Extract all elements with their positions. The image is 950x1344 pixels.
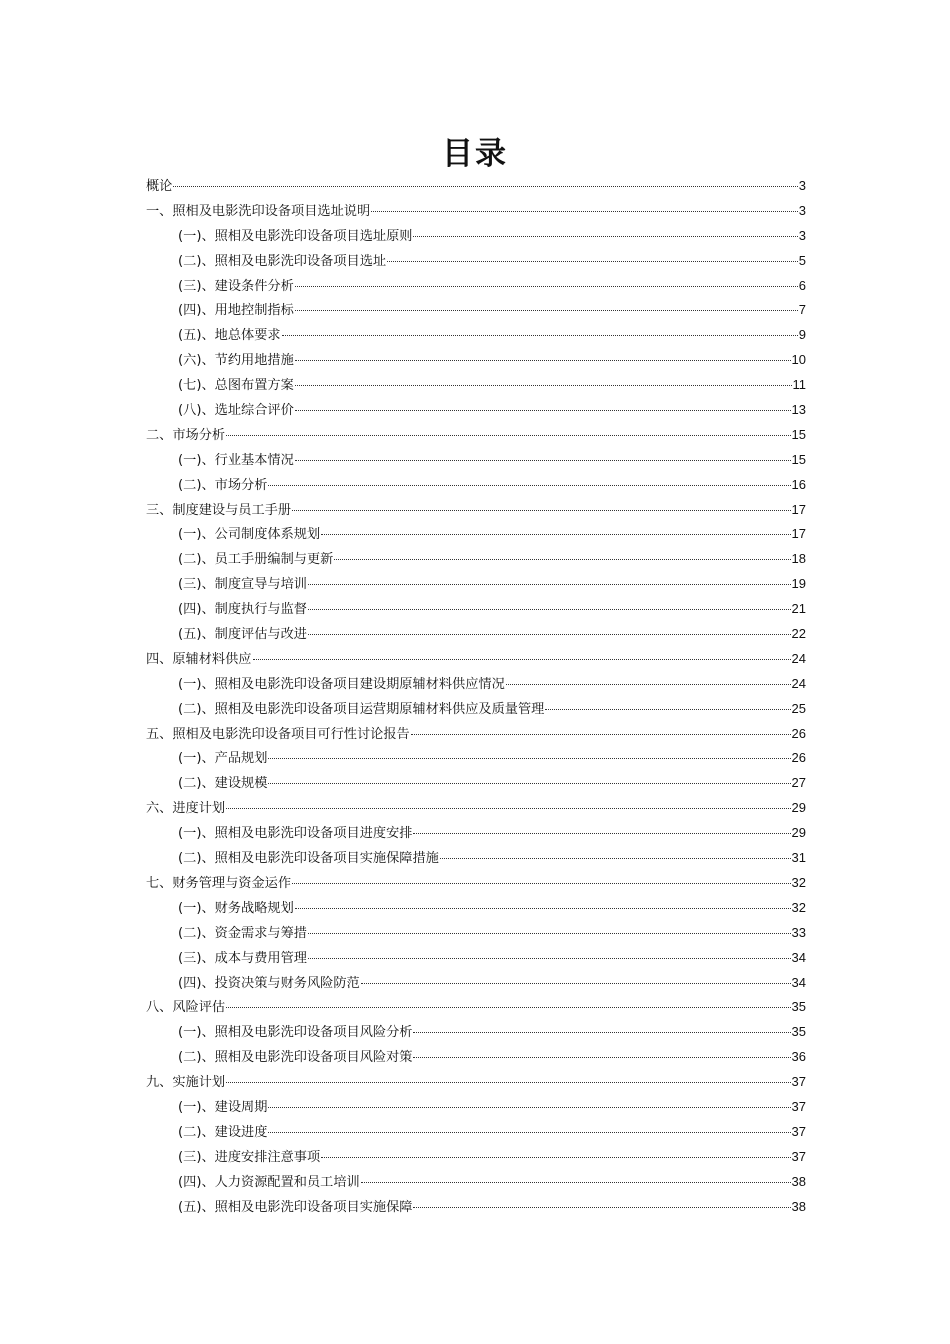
toc-entry-label: (二)、建设规模 bbox=[178, 776, 268, 792]
toc-entry[interactable] bbox=[146, 199, 806, 224]
dot-leader bbox=[226, 808, 790, 809]
toc-entry[interactable] bbox=[146, 871, 806, 896]
toc-entry-page-number: 3 bbox=[798, 178, 806, 193]
toc-entry[interactable] bbox=[146, 1145, 806, 1170]
toc-entry-page-number: 24 bbox=[791, 650, 806, 666]
toc-entry[interactable] bbox=[146, 946, 806, 971]
toc-entry-label: (二)、建设进度 bbox=[178, 1124, 268, 1140]
toc-entry-page-number: 7 bbox=[798, 302, 806, 318]
toc-entry[interactable] bbox=[146, 821, 806, 846]
toc-entry-label: (二)、资金需求与筹措 bbox=[178, 925, 307, 941]
toc-entry-page-number: 35 bbox=[791, 1024, 806, 1040]
toc-entry[interactable] bbox=[146, 1070, 806, 1095]
toc-entry-label: (三)、进度安排注意事项 bbox=[178, 1149, 321, 1165]
toc-entry-label: 概论 bbox=[146, 179, 173, 194]
toc-entry[interactable] bbox=[146, 697, 806, 722]
dot-leader bbox=[308, 609, 791, 610]
dot-leader bbox=[361, 1182, 791, 1183]
dot-leader bbox=[226, 1007, 790, 1008]
toc-entry-label: (一)、照相及电影洗印设备项目建设期原辅材料供应情况 bbox=[178, 676, 505, 692]
toc-entry-page-number: 32 bbox=[791, 899, 806, 915]
toc-entry-label: 七、财务管理与资金运作 bbox=[146, 875, 292, 891]
toc-entry[interactable] bbox=[146, 473, 806, 498]
dot-leader bbox=[292, 510, 790, 511]
dot-leader bbox=[268, 1107, 790, 1108]
toc-entry-page-number: 35 bbox=[791, 999, 806, 1015]
toc-entry-label: (四)、用地控制指标 bbox=[178, 303, 294, 319]
dot-leader bbox=[334, 559, 790, 560]
toc-entry-label: 九、实施计划 bbox=[146, 1075, 226, 1091]
toc-entry-label: (四)、人力资源配置和员工培训 bbox=[178, 1174, 360, 1190]
toc-entry-page-number: 9 bbox=[798, 327, 806, 343]
toc-entry-page-number: 37 bbox=[791, 1074, 806, 1090]
dot-leader bbox=[321, 534, 790, 535]
toc-entry-label: (一)、产品规划 bbox=[178, 751, 268, 767]
toc-entry-page-number: 37 bbox=[791, 1098, 806, 1114]
toc-entry-label: (二)、市场分析 bbox=[178, 477, 268, 493]
toc-entry[interactable] bbox=[146, 771, 806, 796]
toc-entry-label: (一)、公司制度体系规划 bbox=[178, 527, 321, 543]
toc-entry-label: (三)、建设条件分析 bbox=[178, 278, 294, 294]
toc-entry-page-number: 18 bbox=[791, 551, 806, 567]
toc-entry-label: (五)、制度评估与改进 bbox=[178, 627, 307, 643]
toc-entry-page-number: 38 bbox=[791, 1198, 806, 1214]
toc-entry-label: (一)、财务战略规划 bbox=[178, 900, 294, 916]
toc-entry-label: 五、照相及电影洗印设备项目可行性讨论报告 bbox=[146, 726, 410, 742]
toc-entry[interactable] bbox=[146, 1170, 806, 1195]
toc-entry-label: (一)、照相及电影洗印设备项目风险分析 bbox=[178, 1025, 413, 1041]
dot-leader bbox=[295, 410, 791, 411]
toc-entry-label: (六)、节约用地措施 bbox=[178, 353, 294, 369]
toc-entry-label: 二、市场分析 bbox=[146, 427, 226, 443]
toc-entry[interactable] bbox=[146, 995, 806, 1020]
toc-entry-page-number: 11 bbox=[792, 377, 806, 393]
toc-entry-page-number: 13 bbox=[791, 402, 806, 418]
toc-entry[interactable] bbox=[146, 398, 806, 423]
toc-entry[interactable] bbox=[146, 921, 806, 946]
toc-entry-page-number: 34 bbox=[791, 974, 806, 990]
toc-entry-page-number: 37 bbox=[791, 1148, 806, 1164]
toc-entry-label: (一)、照相及电影洗印设备项目进度安排 bbox=[178, 826, 413, 842]
toc-entry-page-number: 26 bbox=[791, 725, 806, 741]
toc-entry[interactable] bbox=[146, 796, 806, 821]
toc-entry[interactable] bbox=[146, 373, 806, 398]
toc-entry-label: (二)、照相及电影洗印设备项目实施保障措施 bbox=[178, 851, 439, 867]
toc-entry-page-number: 38 bbox=[791, 1173, 806, 1189]
toc-entry-page-number: 29 bbox=[791, 800, 806, 816]
table-of-contents bbox=[146, 174, 806, 1219]
toc-entry-label: (二)、照相及电影洗印设备项目选址 bbox=[178, 253, 387, 269]
dot-leader bbox=[413, 1032, 790, 1033]
dot-leader bbox=[411, 734, 791, 735]
toc-entry-page-number: 22 bbox=[791, 626, 806, 642]
toc-entry-label: 八、风险评估 bbox=[146, 1000, 226, 1016]
toc-entry-label: 三、制度建设与员工手册 bbox=[146, 502, 292, 518]
toc-entry-page-number: 27 bbox=[791, 775, 806, 791]
toc-entry-page-number: 33 bbox=[791, 924, 806, 940]
toc-entry[interactable] bbox=[146, 323, 806, 348]
toc-entry-page-number: 15 bbox=[791, 426, 806, 442]
toc-entry-page-number: 15 bbox=[791, 451, 806, 467]
dot-leader bbox=[295, 460, 791, 461]
dot-leader bbox=[308, 634, 791, 635]
dot-leader bbox=[292, 883, 790, 884]
dot-leader bbox=[506, 684, 791, 685]
toc-entry-label: (一)、照相及电影洗印设备项目选址原则 bbox=[178, 228, 413, 244]
dot-leader bbox=[321, 1157, 790, 1158]
toc-entry-label: 四、原辅材料供应 bbox=[146, 651, 252, 667]
toc-entry-page-number: 19 bbox=[791, 576, 806, 592]
toc-entry-page-number: 10 bbox=[791, 352, 806, 368]
toc-entry[interactable] bbox=[146, 348, 806, 373]
toc-entry[interactable] bbox=[146, 1045, 806, 1070]
toc-entry-label: (四)、投资决策与财务风险防范 bbox=[178, 975, 360, 991]
toc-entry[interactable] bbox=[146, 846, 806, 871]
toc-entry[interactable] bbox=[146, 896, 806, 921]
toc-entry-label: (七)、总图布置方案 bbox=[178, 378, 294, 394]
toc-entry[interactable] bbox=[146, 1095, 806, 1120]
dot-leader bbox=[371, 211, 798, 212]
dot-leader bbox=[361, 983, 791, 984]
toc-entry-page-number: 17 bbox=[791, 501, 806, 517]
toc-entry-page-number: 16 bbox=[791, 476, 806, 492]
toc-entry-label: (三)、制度宣导与培训 bbox=[178, 577, 307, 593]
dot-leader bbox=[308, 933, 791, 934]
toc-entry[interactable] bbox=[146, 572, 806, 597]
toc-entry-label: (五)、照相及电影洗印设备项目实施保障 bbox=[178, 1199, 413, 1215]
toc-entry-page-number: 37 bbox=[791, 1123, 806, 1139]
toc-entry[interactable] bbox=[146, 746, 806, 771]
toc-entry[interactable] bbox=[146, 1195, 806, 1220]
toc-entry-page-number: 17 bbox=[791, 526, 806, 542]
toc-entry[interactable] bbox=[146, 274, 806, 299]
toc-entry-page-number: 5 bbox=[798, 252, 806, 268]
toc-entry-page-number: 6 bbox=[798, 277, 806, 293]
dot-leader bbox=[226, 1082, 790, 1083]
dot-leader bbox=[440, 858, 791, 859]
dot-leader bbox=[226, 435, 790, 436]
toc-entry-page-number: 24 bbox=[791, 675, 806, 691]
dot-leader bbox=[295, 908, 791, 909]
toc-entry[interactable] bbox=[146, 597, 806, 622]
dot-leader bbox=[413, 833, 790, 834]
dot-leader bbox=[308, 584, 791, 585]
dot-leader bbox=[413, 236, 797, 237]
toc-entry-page-number: 36 bbox=[791, 1049, 806, 1065]
toc-entry-page-number: 32 bbox=[791, 874, 806, 890]
toc-entry[interactable] bbox=[146, 647, 806, 672]
toc-entry[interactable] bbox=[146, 722, 806, 747]
toc-entry-page-number: 34 bbox=[791, 949, 806, 965]
toc-entry-label: (一)、建设周期 bbox=[178, 1099, 268, 1115]
toc-entry[interactable] bbox=[146, 224, 806, 249]
dot-leader bbox=[308, 958, 791, 959]
dot-leader bbox=[268, 1132, 790, 1133]
dot-leader bbox=[268, 783, 790, 784]
dot-leader bbox=[295, 310, 798, 311]
toc-entry-label: 一、照相及电影洗印设备项目选址说明 bbox=[146, 203, 371, 219]
dot-leader bbox=[173, 186, 797, 187]
toc-entry[interactable] bbox=[146, 448, 806, 473]
page-title: 目录 bbox=[442, 136, 508, 172]
toc-entry[interactable] bbox=[146, 1020, 806, 1045]
dot-leader bbox=[413, 1057, 790, 1058]
dot-leader bbox=[295, 385, 792, 386]
toc-entry-label: (五)、地总体要求 bbox=[178, 328, 281, 344]
dot-leader bbox=[545, 709, 790, 710]
toc-entry-label: (二)、照相及电影洗印设备项目风险对策 bbox=[178, 1050, 413, 1066]
toc-entry-page-number: 3 bbox=[798, 227, 806, 243]
toc-entry[interactable] bbox=[146, 423, 806, 448]
toc-entry-page-number: 31 bbox=[791, 850, 806, 866]
toc-entry-page-number: 21 bbox=[791, 601, 806, 617]
dot-leader bbox=[387, 261, 798, 262]
dot-leader bbox=[413, 1207, 790, 1208]
toc-entry-label: (四)、制度执行与监督 bbox=[178, 602, 307, 618]
toc-entry[interactable] bbox=[146, 498, 806, 523]
toc-entry-page-number: 3 bbox=[798, 202, 806, 218]
toc-entry[interactable] bbox=[146, 174, 806, 199]
toc-entry[interactable] bbox=[146, 1120, 806, 1145]
toc-entry[interactable] bbox=[146, 622, 806, 647]
dot-leader bbox=[268, 485, 790, 486]
toc-entry-page-number: 29 bbox=[791, 825, 806, 841]
toc-entry[interactable] bbox=[146, 971, 806, 996]
toc-entry-label: (八)、选址综合评价 bbox=[178, 403, 294, 419]
dot-leader bbox=[253, 659, 791, 660]
dot-leader bbox=[295, 360, 791, 361]
toc-entry-page-number: 26 bbox=[791, 750, 806, 766]
toc-entry[interactable] bbox=[146, 672, 806, 697]
toc-entry-label: (一)、行业基本情况 bbox=[178, 452, 294, 468]
toc-entry-page-number: 25 bbox=[791, 700, 806, 716]
dot-leader bbox=[295, 286, 798, 287]
toc-entry-label: (三)、成本与费用管理 bbox=[178, 950, 307, 966]
toc-entry-label: 六、进度计划 bbox=[146, 801, 226, 817]
toc-entry[interactable] bbox=[146, 547, 806, 572]
toc-entry[interactable] bbox=[146, 249, 806, 274]
toc-entry-label: (二)、员工手册编制与更新 bbox=[178, 552, 334, 568]
toc-entry[interactable] bbox=[146, 522, 806, 547]
dot-leader bbox=[282, 335, 798, 336]
dot-leader bbox=[268, 758, 790, 759]
toc-entry-label: (二)、照相及电影洗印设备项目运营期原辅材料供应及质量管理 bbox=[178, 701, 545, 717]
toc-entry[interactable] bbox=[146, 298, 806, 323]
